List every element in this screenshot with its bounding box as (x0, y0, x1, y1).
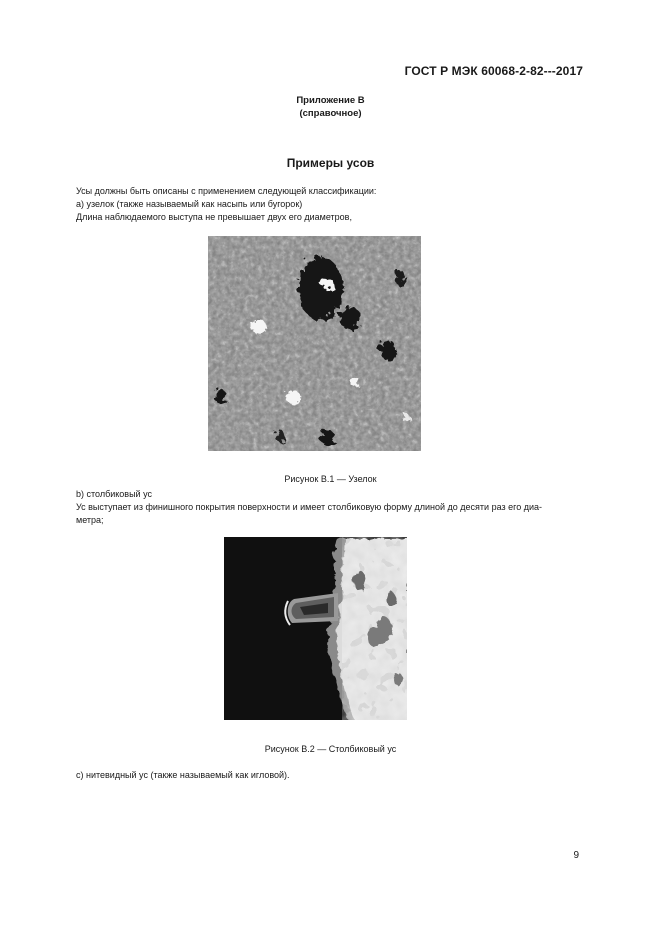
annex-subtitle: (справочное) (299, 108, 362, 119)
list-item-b: b) столбиковый ус (76, 489, 152, 499)
column-whisker-micrograph (224, 537, 407, 720)
annex-title: Приложение В (296, 95, 365, 106)
paragraph-item-b-desc-1: Ус выступает из финишного покрытия поверхности и имеет столбиковую форму длиной до десяти раз его диа- (76, 502, 542, 512)
figure-2-caption: Рисунок В.2 — Столбиковый ус (264, 744, 397, 754)
list-item-a: а) узелок (также называемый как насыпь или бугорок) (76, 199, 303, 209)
paragraph-item-a-desc: Длина наблюдаемого выступа не превышает двух его диаметров, (76, 212, 352, 222)
figure-1-caption: Рисунок В.1 — Узелок (284, 474, 377, 484)
paragraph-intro: Усы должны быть описаны с применением следующей классификации: (76, 186, 377, 196)
section-title: Примеры усов (286, 156, 375, 170)
paragraph-item-b-desc-2: метра; (76, 515, 104, 525)
nodule-micrograph (208, 236, 421, 451)
page-number: 9 (573, 850, 579, 861)
standard-id: ГОСТ Р МЭК 60068-2-82---2017 (404, 64, 583, 78)
figure-2-image (224, 537, 407, 720)
annex-heading (0, 94, 661, 120)
figure-1-image (208, 236, 421, 451)
list-item-c: с) нитевидный ус (также называемый как игловой). (76, 770, 290, 780)
